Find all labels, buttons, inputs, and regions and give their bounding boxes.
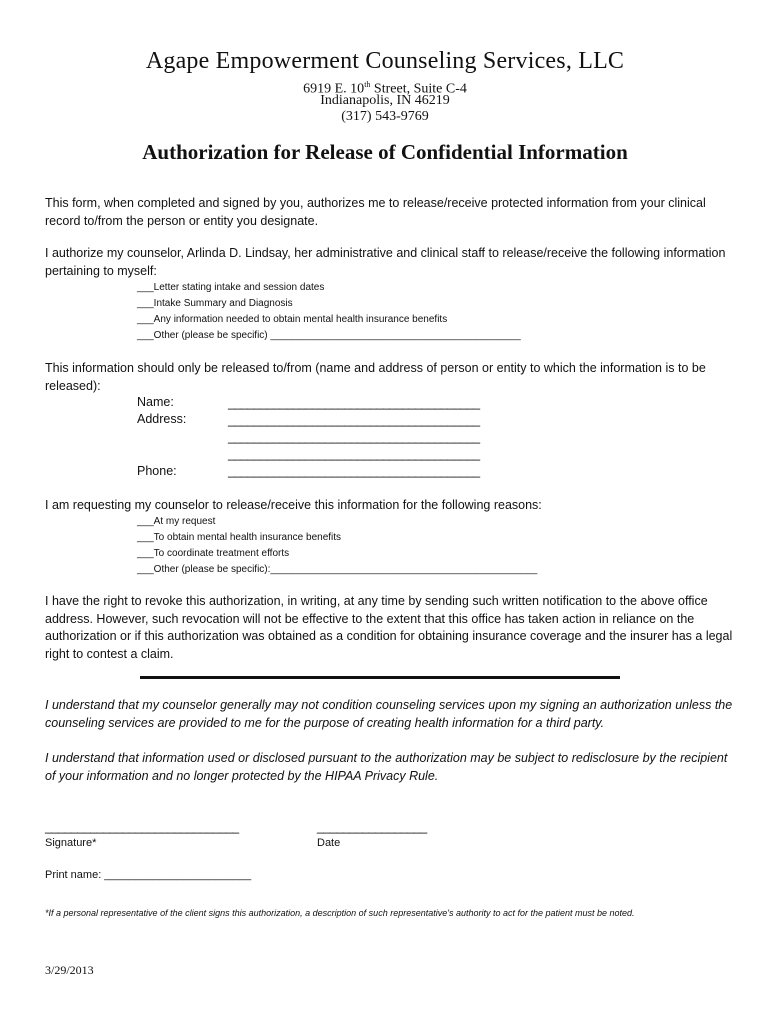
intro-paragraph: This form, when completed and signed by you, authorizes me to release/receive protected information from your clinical record to/from the person or entity you designate. bbox=[45, 196, 706, 228]
reasons-paragraph: I am requesting my counselor to release/receive this information for the following reasons: bbox=[45, 498, 542, 512]
section-divider bbox=[140, 676, 620, 679]
revoke-paragraph: I have the right to revoke this authorization, in writing, at any time by sending such written notification to the above office address. However, such revocation will not be effective to the extent that this office has taken action in reliance on the authorization or if this authorization was obtained as a condition for obtaining insurance coverage and the insurer has a legal right to contest a claim. bbox=[45, 594, 733, 661]
info-item[interactable]: ___Other (please be specific) _____________________________________________ bbox=[137, 330, 521, 341]
form-title: Authorization for Release of Confidential Information bbox=[142, 140, 628, 164]
org-city: Indianapolis, IN 46219 bbox=[320, 93, 450, 108]
address-blank-2[interactable]: _______________________________________ bbox=[228, 430, 480, 444]
print-name-field[interactable]: Print name: ________________________ bbox=[45, 869, 252, 881]
release-to-paragraph: This information should only be released to/from (name and address of person or entity to which the information is to be released): bbox=[45, 361, 706, 393]
date-line[interactable]: _________________ bbox=[317, 820, 427, 834]
street-number: 6919 E. 10 bbox=[303, 81, 365, 97]
address-blank-1[interactable]: _______________________________________ bbox=[228, 413, 480, 427]
phone-label: Phone: bbox=[137, 464, 177, 478]
reason-item[interactable]: ___To coordinate treatment efforts bbox=[137, 548, 290, 559]
date-label: Date bbox=[317, 837, 341, 849]
org-name: Agape Empowerment Counseling Services, LLC bbox=[145, 48, 625, 74]
org-phone: (317) 543-9769 bbox=[341, 109, 429, 124]
address-label: Address: bbox=[137, 412, 187, 426]
signature-line[interactable]: ______________________________ bbox=[45, 820, 239, 834]
document-date: 3/29/2013 bbox=[45, 963, 94, 977]
info-item-list bbox=[137, 280, 637, 344]
street-ordinal: th bbox=[364, 80, 371, 89]
signature-label: Signature* bbox=[45, 837, 97, 849]
name-blank[interactable]: _______________________________________ bbox=[228, 396, 480, 410]
reason-item[interactable]: ___Other (please be specific):________________________________________________ bbox=[137, 564, 538, 575]
reason-item[interactable]: ___To obtain mental health insurance benefits bbox=[137, 532, 342, 543]
street-name: Street, Suite C-4 bbox=[370, 81, 467, 97]
reason-item[interactable]: ___At my request bbox=[137, 516, 216, 527]
understand-paragraph-1: I understand that my counselor generally may not condition counseling services upon my signing an authorization unless the counseling services are provided to me for the purpose of creating health information for a third party. bbox=[45, 698, 733, 730]
info-item[interactable]: ___Any information needed to obtain mental health insurance benefits bbox=[137, 314, 448, 325]
reasons-list bbox=[137, 514, 637, 578]
footnote: *If a personal representative of the client signs this authorization, a description of such representative's authority to act for the patient must be noted. bbox=[45, 908, 635, 918]
address-blank-3[interactable]: _______________________________________ bbox=[228, 447, 480, 461]
info-item[interactable]: ___Letter stating intake and session dates bbox=[137, 282, 325, 293]
name-label: Name: bbox=[137, 395, 174, 409]
authorize-paragraph: I authorize my counselor, Arlinda D. Lindsay, her administrative and clinical staff to release/receive the following information pertaining to myself: bbox=[45, 246, 726, 278]
understand-paragraph-2: I understand that information used or disclosed pursuant to the authorization may be subject to redisclosure by the recipient of your information and no longer protected by the HIPAA Privacy Rule. bbox=[45, 751, 728, 783]
phone-blank[interactable]: _______________________________________ bbox=[228, 464, 480, 478]
info-item[interactable]: ___Intake Summary and Diagnosis bbox=[137, 298, 293, 309]
